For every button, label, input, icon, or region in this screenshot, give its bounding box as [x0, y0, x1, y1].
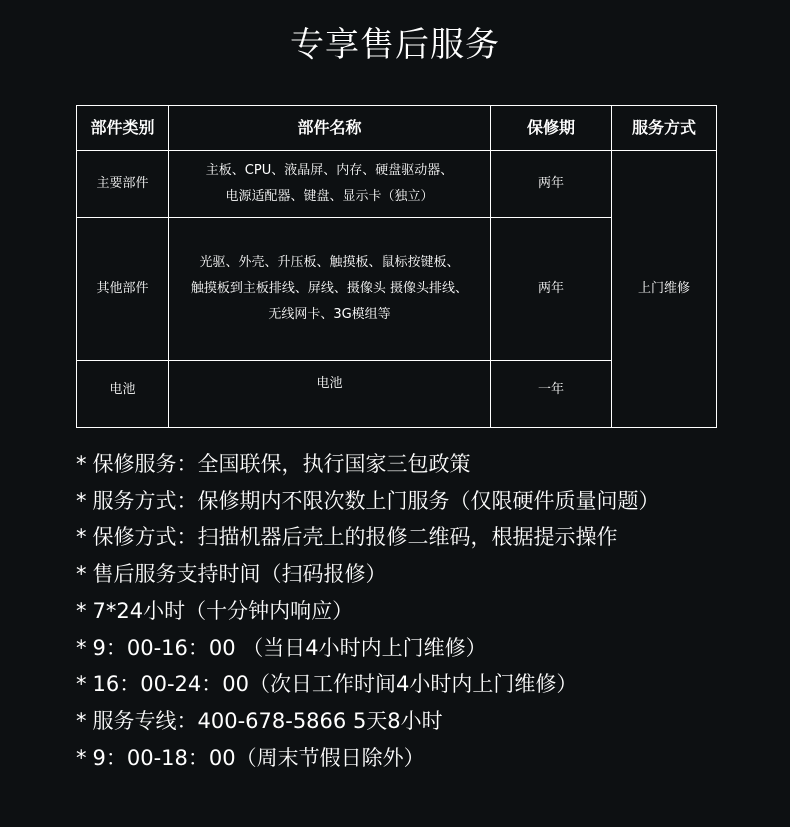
header-part-name: 部件名称	[169, 106, 491, 151]
note-text: 服务方式：保修期内不限次数上门服务（仅限硬件质量问题）	[92, 488, 660, 513]
cell-period: 两年	[491, 218, 612, 361]
note-text: 保修方式：扫描机器后壳上的报修二维码，根据提示操作	[92, 525, 618, 550]
note-item	[76, 740, 776, 777]
note-item	[76, 666, 776, 703]
parts-line: 光驱、外壳、升压板、触摸板、鼠标按键板、	[199, 255, 460, 270]
table-row	[77, 151, 717, 218]
cell-parts	[169, 218, 491, 361]
note-text: 16：00-24：00（次日工作时间4小时内上门维修）	[92, 672, 578, 697]
note-item	[76, 483, 776, 520]
note-text: 服务专线：400-678-5866 5天8小时	[92, 708, 443, 733]
bullet: *	[76, 488, 87, 513]
bullet: *	[76, 672, 87, 697]
note-item	[76, 446, 776, 483]
note-text: 保修服务：全国联保，执行国家三包政策	[92, 452, 471, 476]
parts-line: 触摸板到主板排线、屏线、摄像头 摄像头排线、	[190, 281, 469, 296]
note-item	[76, 593, 776, 630]
header-service-method: 服务方式	[612, 106, 717, 151]
parts-line: 无线网卡、3G模组等	[268, 307, 391, 322]
note-text: 9：00-18：00（周末节假日除外）	[92, 745, 425, 770]
note-item	[76, 703, 776, 740]
bullet: *	[76, 635, 87, 660]
cell-parts	[169, 361, 491, 428]
parts-line: 电源适配器、键盘、显示卡（独立）	[225, 189, 434, 204]
cell-period: 两年	[491, 151, 612, 218]
cell-service: 上门维修	[612, 151, 717, 428]
note-item	[76, 556, 776, 593]
note-text: 9：00-16：00 （当日4小时内上门维修）	[92, 635, 487, 660]
cell-category: 其他部件	[77, 218, 169, 361]
cell-parts	[169, 151, 491, 218]
header-warranty-period: 保修期	[491, 106, 612, 151]
parts-line: 主板、CPU、液晶屏、内存、硬盘驱动器、	[205, 163, 454, 178]
service-notes	[76, 446, 776, 776]
cell-category: 电池	[77, 361, 169, 428]
header-category: 部件类别	[77, 106, 169, 151]
bullet: *	[76, 598, 87, 623]
warranty-table	[76, 105, 717, 428]
cell-period: 一年	[491, 361, 612, 428]
bullet: *	[76, 562, 87, 587]
note-item	[76, 630, 776, 667]
table-header-row	[77, 106, 717, 151]
bullet: *	[76, 525, 87, 550]
note-text: 7*24小时（十分钟内响应）	[92, 598, 354, 623]
page-title: 专享售后服务	[290, 25, 500, 65]
note-text: 售后服务支持时间（扫码报修）	[92, 562, 387, 587]
note-item	[76, 519, 776, 556]
parts-line: 电池	[316, 376, 343, 391]
bullet: *	[76, 452, 87, 476]
bullet: *	[76, 708, 87, 733]
bullet: *	[76, 745, 87, 770]
cell-category: 主要部件	[77, 151, 169, 218]
